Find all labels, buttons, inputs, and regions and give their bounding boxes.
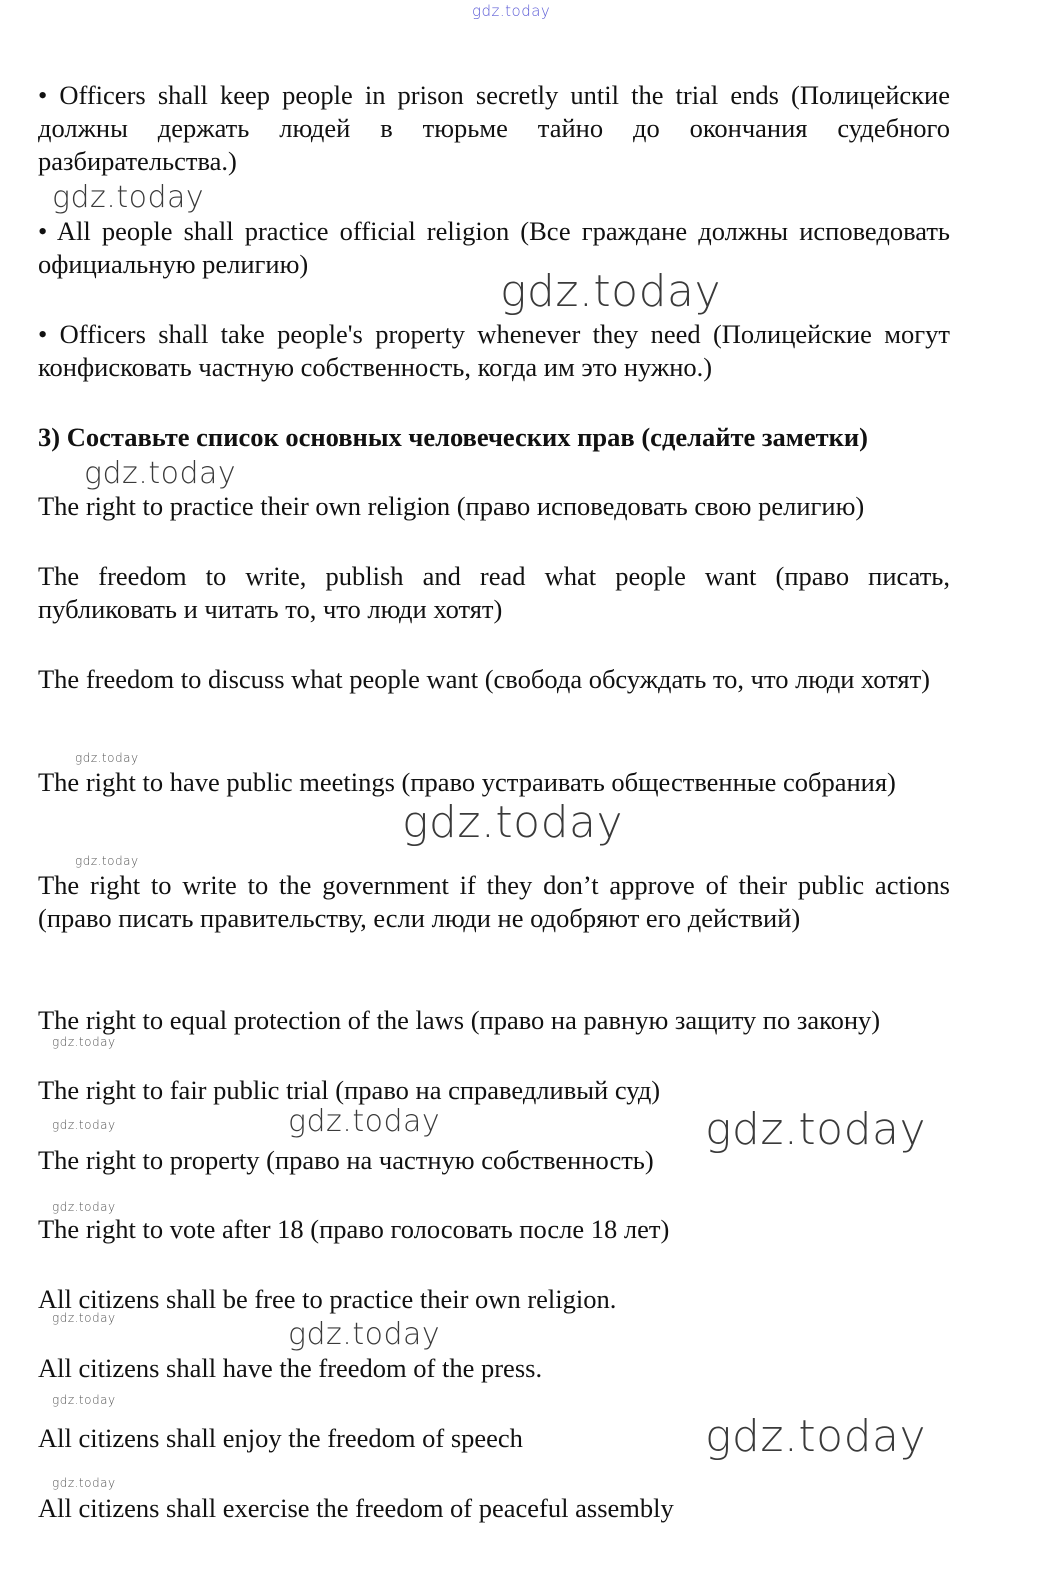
bullet-item: • Officers shall take people's property whenever they need (Полицейские могут конфисковать частную собственность, когда им это нужно.) xyxy=(38,319,950,382)
watermark: gdz.today xyxy=(402,797,624,848)
watermark: gdz.today xyxy=(52,1035,116,1049)
statement-item: All citizens shall enjoy the freedom of speech xyxy=(38,1423,523,1453)
watermark: gdz.today xyxy=(705,1411,927,1462)
watermark: gdz.today xyxy=(52,1200,116,1214)
right-item: The right to write to the government if they don’t approve of their public actions (право писать правительству, если люди не одобряют его действий) xyxy=(38,870,950,933)
watermark: gdz.today xyxy=(288,1104,441,1139)
watermark: gdz.today xyxy=(52,1311,116,1325)
watermark: gdz.today xyxy=(52,1393,116,1407)
section-heading: 3) Составьте список основных человеческих прав (сделайте заметки) xyxy=(38,422,868,452)
watermark: gdz.today xyxy=(288,1317,441,1352)
right-item: The freedom to discuss what people want (свобода обсуждать то, что люди хотят) xyxy=(38,664,931,694)
watermark: gdz.today xyxy=(84,456,237,491)
bullet-item: • All people shall practice official religion (Все граждане должны исповедовать официальную религию) xyxy=(38,216,950,279)
statement-item: All citizens shall be free to practice their own religion. xyxy=(38,1284,617,1314)
statement-item: All citizens shall have the freedom of the press. xyxy=(38,1353,543,1383)
watermark-top: gdz.today xyxy=(472,2,551,20)
watermark: gdz.today xyxy=(52,1118,116,1132)
right-item: The right to have public meetings (право устраивать общественные собрания) xyxy=(38,767,896,797)
right-item: The right to practice their own religion (право исповедовать свою религию) xyxy=(38,491,865,521)
right-item: The right to fair public trial (право на справедливый суд) xyxy=(38,1075,661,1105)
statement-item: All citizens shall exercise the freedom of peaceful assembly xyxy=(38,1493,674,1523)
watermark: gdz.today xyxy=(500,266,722,317)
bullet-item: • Officers shall keep people in prison secretly until the trial ends (Полицейские должны держать людей в тюрьме тайно до окончания судебного разбирательства.) xyxy=(38,80,950,176)
watermark: gdz.today xyxy=(52,180,205,215)
watermark: gdz.today xyxy=(75,854,139,868)
right-item: The right to equal protection of the laws (право на равную защиту по закону) xyxy=(38,1005,881,1035)
right-item: The right to vote after 18 (право голосовать после 18 лет) xyxy=(38,1214,670,1244)
watermark: gdz.today xyxy=(705,1104,927,1155)
right-item: The freedom to write, publish and read what people want (право писать, публиковать и читать то, что люди хотят) xyxy=(38,561,950,624)
right-item: The right to property (право на частную собственность) xyxy=(38,1145,654,1175)
watermark: gdz.today xyxy=(52,1476,116,1490)
watermark: gdz.today xyxy=(75,751,139,765)
